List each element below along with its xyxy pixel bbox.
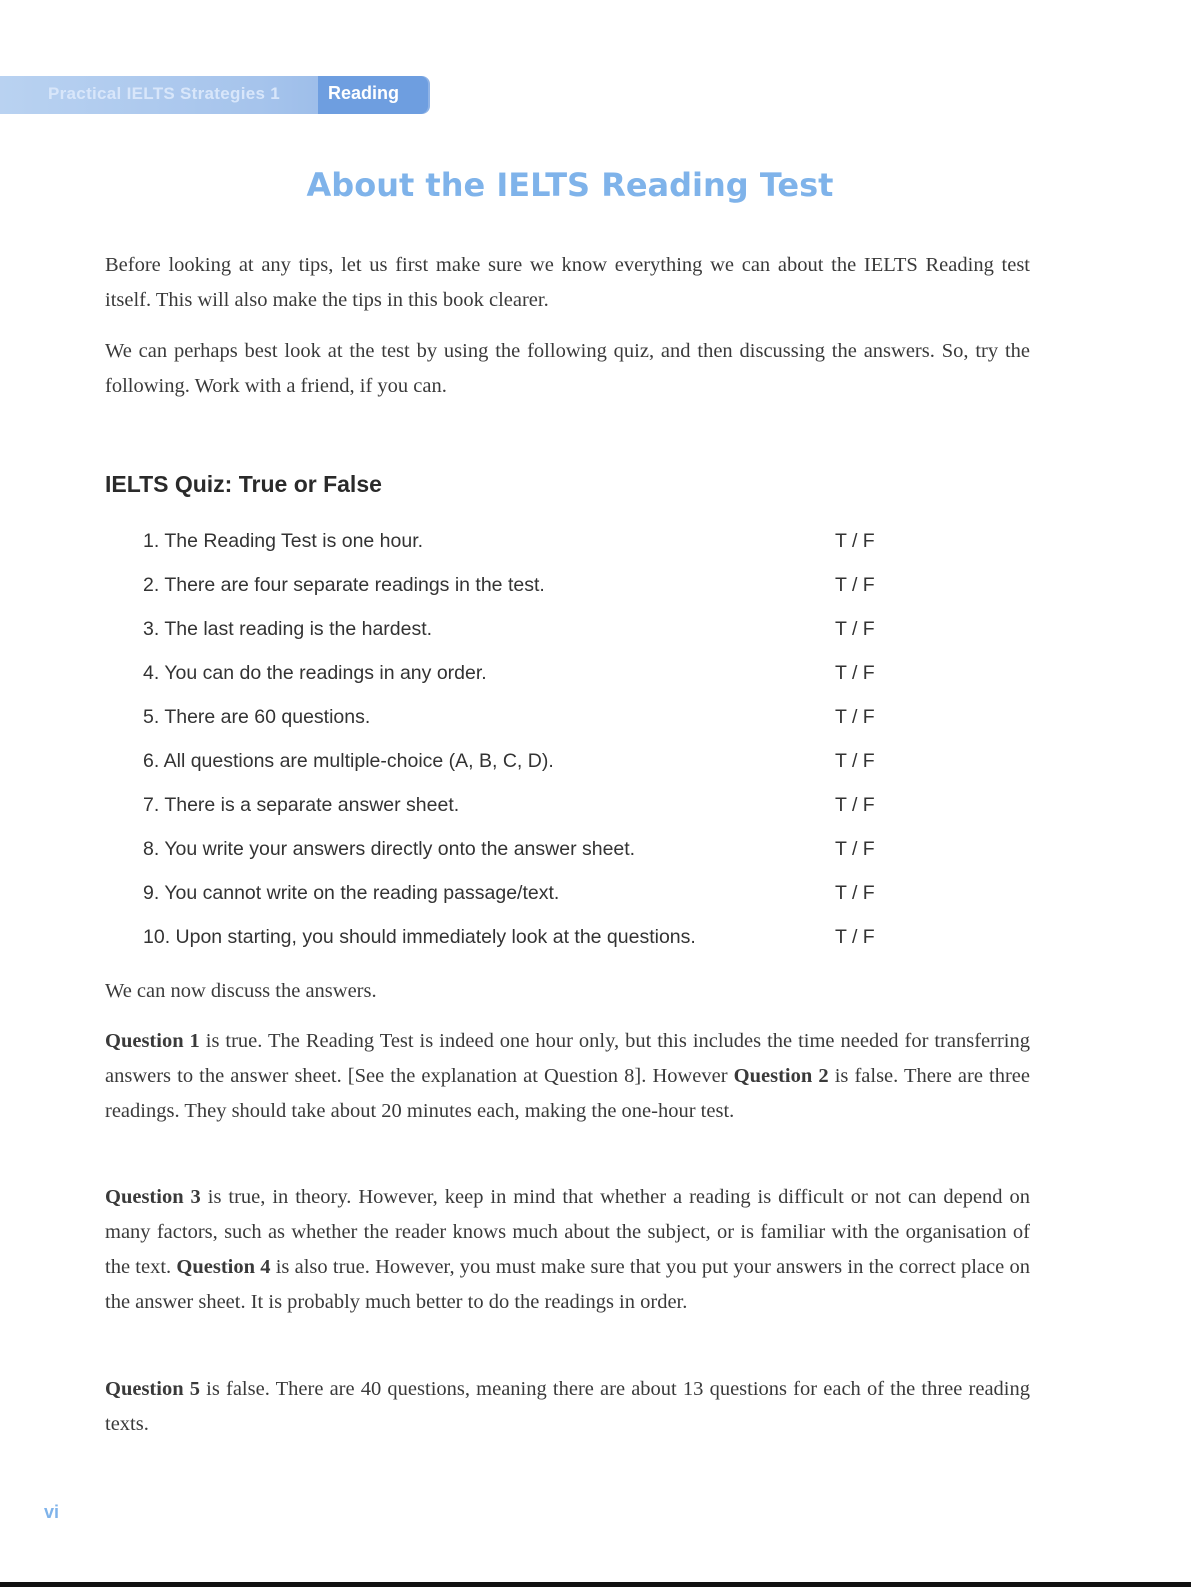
- quiz-item: [143, 702, 903, 746]
- quiz-list: [143, 526, 903, 966]
- page-title: About the IELTS Reading Test: [306, 166, 834, 204]
- header-section-label: Reading: [328, 83, 400, 103]
- question-3-label: Question 3: [105, 1186, 201, 1208]
- quiz-item: [143, 658, 903, 702]
- discussion-paragraph-2: [105, 1180, 1030, 1320]
- quiz-question: 7. There is a separate answer sheet.: [143, 794, 460, 816]
- bottom-border: [0, 1582, 1191, 1587]
- question-5-label: Question 5: [105, 1378, 201, 1400]
- question-4-text: is also true. However, you must make sure that you put your answers in the correct place on the answer sheet. It is probably much better to do the readings in order.: [105, 1256, 1030, 1313]
- quiz-question: 3. The last reading is the hardest.: [143, 618, 433, 640]
- intro-paragraph-1: Before looking at any tips, let us first make sure we know everything we can about the IELTS Reading test itself. This will also make the tips in this book clearer.: [105, 254, 1030, 311]
- quiz-question: 8. You write your answers directly onto the answer sheet.: [143, 838, 636, 860]
- quiz-item: [143, 834, 903, 878]
- quiz-item: [143, 526, 903, 570]
- quiz-question: 4. You can do the readings in any order.: [143, 662, 487, 684]
- quiz-item: [143, 570, 903, 614]
- true-false-option: T / F: [835, 618, 875, 640]
- quiz-item: [143, 746, 903, 790]
- true-false-option: T / F: [835, 706, 875, 728]
- true-false-option: T / F: [835, 838, 875, 860]
- true-false-option: T / F: [835, 926, 875, 948]
- quiz-question: 1. The Reading Test is one hour.: [143, 530, 424, 552]
- quiz-question: 5. There are 60 questions.: [143, 706, 371, 728]
- discussion-lead: We can now discuss the answers.: [105, 980, 377, 1002]
- true-false-option: T / F: [835, 882, 875, 904]
- question-2-label: Question 2: [733, 1065, 829, 1087]
- discussion-paragraph-1: [105, 1024, 1030, 1129]
- true-false-option: T / F: [835, 794, 875, 816]
- quiz-question: 10. Upon starting, you should immediately look at the questions.: [143, 926, 696, 948]
- quiz-question: 6. All questions are multiple-choice (A, B, C, D).: [143, 750, 554, 772]
- discussion-paragraph-3: [105, 1372, 1030, 1442]
- true-false-option: T / F: [835, 662, 875, 684]
- question-4-label: Question 4: [176, 1256, 271, 1278]
- question-2-text: is false. There are three readings. They should take about 20 minutes each, making the one-hour test.: [105, 1065, 1030, 1122]
- quiz-item: [143, 614, 903, 658]
- question-1-label: Question 1: [105, 1030, 200, 1052]
- true-false-option: T / F: [835, 750, 875, 772]
- page-number: vi: [44, 1502, 60, 1522]
- quiz-question: 2. There are four separate readings in the test.: [143, 574, 545, 596]
- question-5-text: is false. There are 40 questions, meaning there are about 13 questions for each of the three reading texts.: [105, 1378, 1030, 1435]
- quiz-heading: IELTS Quiz: True or False: [105, 471, 382, 497]
- quiz-item: [143, 790, 903, 834]
- quiz-item: [143, 922, 903, 966]
- quiz-question: 9. You cannot write on the reading passage/text.: [143, 882, 560, 904]
- question-1-text: is true. The Reading Test is indeed one hour only, but this includes the time needed for transferring answers to the answer sheet. [See the explanation at Question 8]. However: [105, 1030, 1030, 1087]
- intro-paragraph-2: We can perhaps best look at the test by using the following quiz, and then discussing the answers. So, try the following. Work with a friend, if you can.: [105, 340, 1030, 397]
- quiz-item: [143, 878, 903, 922]
- question-3-text: is true, in theory. However, keep in mind that whether a reading is difficult or not can depend on many factors, such as whether the reader knows much about the subject, or is familiar with the organisation of the text.: [105, 1186, 1030, 1278]
- true-false-option: T / F: [835, 574, 875, 596]
- true-false-option: T / F: [835, 530, 875, 552]
- header-series-title: Practical IELTS Strategies 1: [48, 84, 281, 103]
